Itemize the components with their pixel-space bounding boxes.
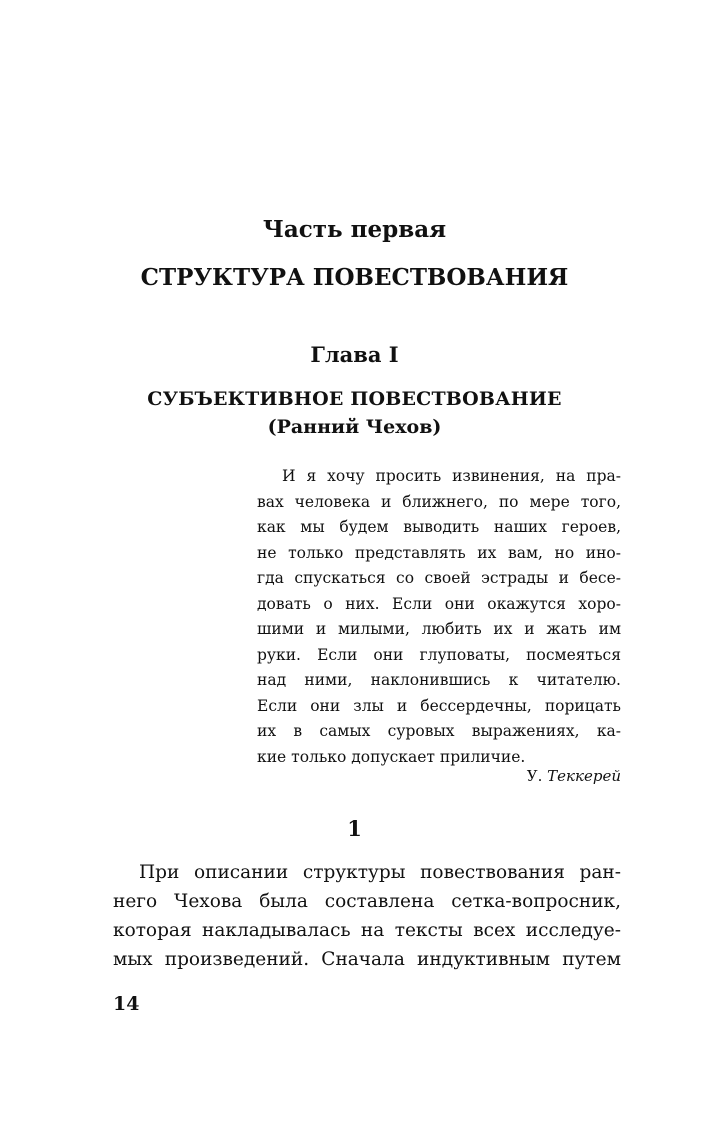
part-name: СТРУКТУРА ПОВЕСТВОВАНИЯ xyxy=(140,264,569,291)
epigraph-line: вах человека и ближнего, по мере того, xyxy=(257,492,621,511)
chapter-title: Глава I xyxy=(310,342,399,367)
body-line: При описании структуры повествования ран- xyxy=(139,862,621,883)
epigraph-line: кие только допускает приличие. xyxy=(257,747,526,766)
epigraph-line: шими и милыми, любить их и жать им xyxy=(257,620,621,638)
epigraph-line: И я хочу просить извинения, на пра- xyxy=(282,467,621,485)
epigraph-line: гда спускаться со своей эстрады и бесе- xyxy=(257,569,621,587)
author-initial: У. xyxy=(526,767,543,785)
epigraph-line: руки. Если они глуповаты, посмеяться xyxy=(257,645,621,664)
epigraph-line: как мы будем выводить наших героев, xyxy=(257,518,621,536)
body-text xyxy=(113,858,621,974)
body-line: него Чехова была составлена сетка-вопросник, xyxy=(113,891,621,912)
epigraph-line: не только представлять их вам, но ино- xyxy=(257,543,621,562)
part-title: Часть первая xyxy=(262,216,447,243)
page-number: 14 xyxy=(113,993,140,1015)
epigraph-line: над ними, наклонившись к читателю. xyxy=(257,671,621,689)
body-line: которая накладывалась на тексты всех исследуе- xyxy=(113,920,621,941)
body-line: мых произведений. Сначала индуктивным путем xyxy=(113,949,621,970)
epigraph-author xyxy=(257,767,621,785)
epigraph-line: Если они злы и бессердечны, порицать xyxy=(257,696,621,715)
epigraph-line: довать о них. Если они окажутся хоро- xyxy=(257,594,621,613)
epigraph-line: их в самых суровых выражениях, ка- xyxy=(257,722,621,740)
section-number: 1 xyxy=(347,816,362,841)
epigraph xyxy=(257,464,621,770)
chapter-name: СУБЪЕКТИВНОЕ ПОВЕСТВОВАНИЕ xyxy=(147,388,562,410)
chapter-subtitle: (Ранний Чехов) xyxy=(267,416,442,438)
author-name: Теккерей xyxy=(547,767,621,785)
